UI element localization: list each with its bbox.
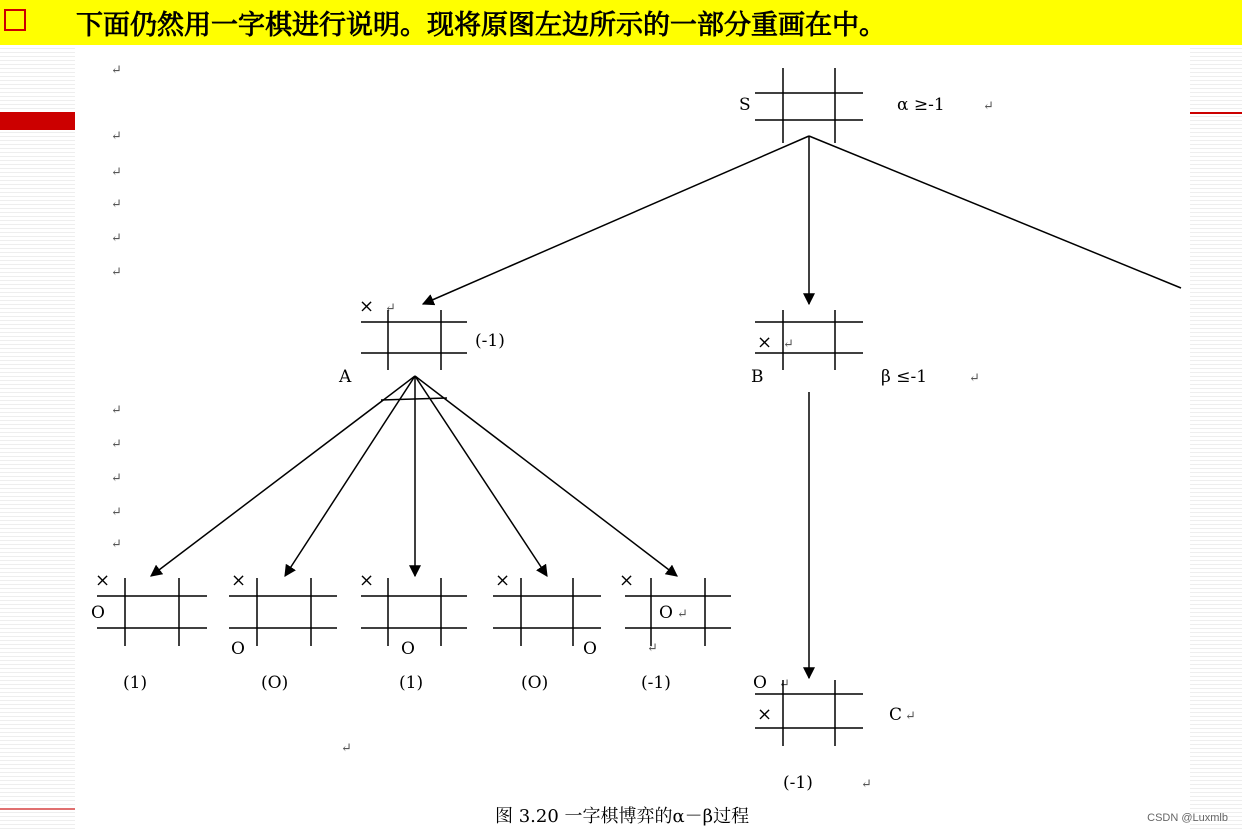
figure-area (75, 48, 1190, 832)
node-s-annotation: α ≥-1 (897, 95, 945, 115)
node-b-annotation: β ≤-1 (881, 367, 928, 387)
node-b-mark: × (757, 332, 773, 353)
node-a-value: (-1) (475, 331, 505, 351)
leaf-5-mark-o: O (659, 603, 673, 623)
slide-title: 下面仍然用一字棋进行说明。现将原图左边所示的一部分重画在中。 (76, 10, 886, 41)
return-mark: ↵ (111, 265, 122, 280)
leaf-3-value: (1) (399, 673, 424, 693)
edge-a-cut (381, 398, 447, 400)
leaf-3-mark-o: O (401, 639, 415, 659)
return-mark: ↵ (111, 231, 122, 246)
leaf-4-mark-o: O (583, 639, 597, 659)
edge-a-leaf5 (415, 376, 677, 576)
leaf-3 (359, 570, 467, 693)
node-b-label: B (751, 367, 764, 387)
return-mark: ↵ (111, 129, 122, 144)
square-bullet-icon (4, 9, 26, 31)
edge-s-a (423, 136, 809, 304)
game-tree-diagram (75, 48, 1190, 832)
leaf-1-mark-x: × (95, 570, 111, 591)
leaf-2 (229, 570, 337, 693)
return-mark: ↵ (677, 607, 688, 622)
edges-from-s (423, 136, 1181, 304)
edge-s-third (809, 136, 1181, 288)
slide-header (0, 0, 1242, 45)
slide-footer-line (0, 808, 75, 810)
return-mark: ↵ (385, 301, 396, 316)
slide-accent-line (1190, 112, 1242, 114)
leaf-1 (91, 570, 207, 693)
node-c-mark-x: × (757, 704, 773, 725)
leaf-4 (493, 570, 601, 693)
leaf-2-value: (O) (261, 673, 289, 693)
slide-accent-bar (0, 112, 75, 130)
leaf-4-mark-x: × (495, 570, 511, 591)
leaf-2-mark-o: O (231, 639, 245, 659)
return-mark: ↵ (983, 99, 994, 114)
leaf-4-value: (O) (521, 673, 549, 693)
return-mark: ↵ (111, 197, 122, 212)
figure-caption: 图 3.20 一字棋博弈的α－β过程 (495, 806, 750, 827)
return-mark: ↵ (111, 537, 122, 552)
return-mark: ↵ (111, 471, 122, 486)
node-a (361, 310, 467, 370)
return-mark: ↵ (779, 677, 790, 692)
watermark: CSDN @Luxmlb (1147, 812, 1228, 824)
return-mark: ↵ (111, 165, 122, 180)
leaf-1-value: (1) (123, 673, 148, 693)
return-mark: ↵ (861, 777, 872, 792)
return-mark: ↵ (647, 641, 658, 656)
edge-a-leaf4 (415, 376, 547, 576)
edges-from-a (151, 376, 677, 576)
edge-a-leaf2 (285, 376, 415, 576)
leaf-1-mark-o: O (91, 603, 105, 623)
node-c-mark-o: O (753, 673, 767, 693)
leaf-2-mark-x: × (231, 570, 247, 591)
node-a-mark: × (359, 296, 375, 317)
node-a-label: A (339, 367, 352, 387)
edge-a-leaf1 (151, 376, 415, 576)
leaf-5-mark-x: × (619, 570, 635, 591)
return-mark: ↵ (969, 371, 980, 386)
leaf-3-mark-x: × (359, 570, 375, 591)
return-mark: ↵ (111, 437, 122, 452)
leaf-5-value: (-1) (641, 673, 671, 693)
return-mark: ↵ (111, 505, 122, 520)
node-s-label: S (739, 95, 751, 115)
node-c-value: (-1) (783, 773, 813, 793)
return-mark: ↵ (341, 741, 352, 756)
return-mark: ↵ (111, 403, 122, 418)
return-mark: ↵ (905, 709, 916, 724)
node-c-label: C (889, 705, 903, 725)
return-mark: ↵ (783, 337, 794, 352)
node-s (755, 68, 863, 143)
leaf-5 (619, 570, 731, 693)
return-mark: ↵ (111, 63, 122, 78)
